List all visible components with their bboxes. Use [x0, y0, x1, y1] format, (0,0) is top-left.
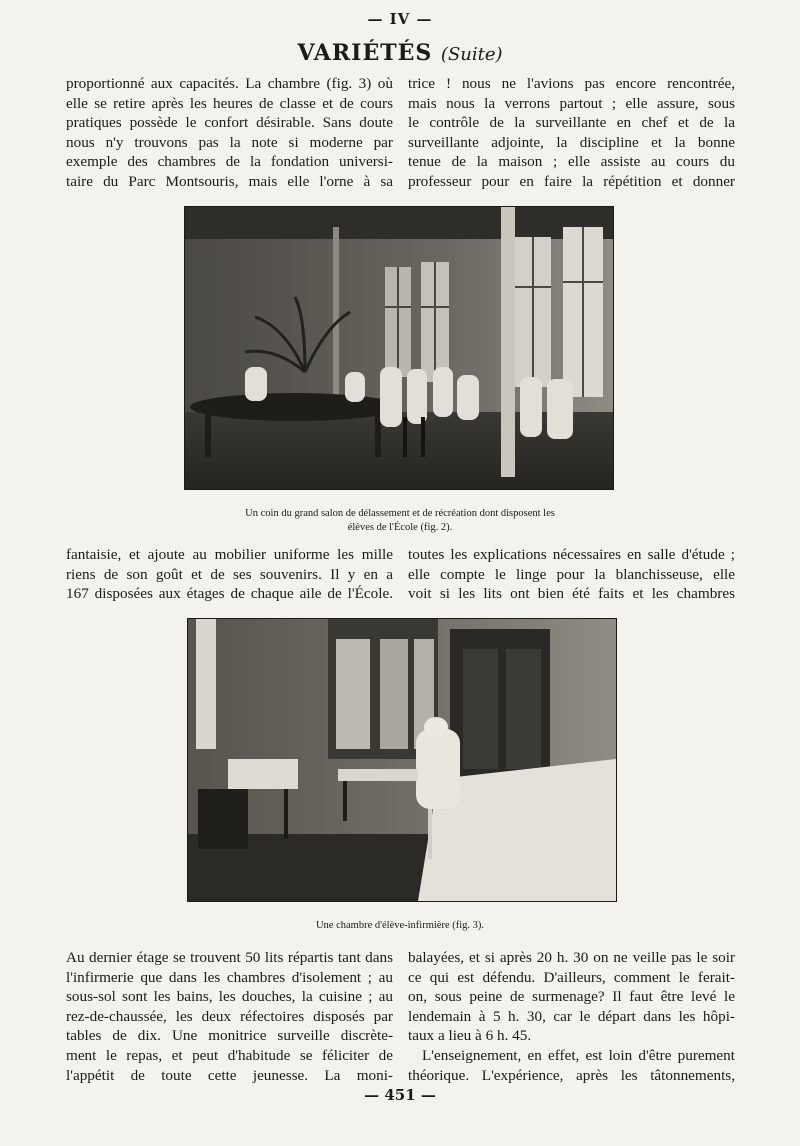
section-title-suffix: (Suite)	[440, 44, 503, 65]
text-line: théorique. L'expérience, après les tâtonnements,	[408, 1066, 735, 1084]
text-line: lendemain à 5 h. 30, car le départ dans les hôpi-	[408, 1007, 735, 1025]
block1-left-column	[66, 74, 393, 192]
text-line: nous n'y trouvons pas la note si moderne par	[66, 133, 393, 151]
text-line: tables de dix. Une monitrice surveille discrète-	[66, 1027, 393, 1045]
figure3-caption: Une chambre d'élève-infirmière (fig. 3).	[315, 920, 485, 931]
text-line: mais nous la verrons partout ; elle assure, sous	[408, 94, 735, 112]
text-line: 167 disposées aux étages de chaque aile de l'École.	[66, 585, 393, 603]
text-line: le contrôle de la surveillante en chef et de la	[408, 114, 735, 132]
text-line: pratiques possède le confort désirable. Sans doute	[66, 114, 393, 132]
text-line: elle se retire après les heures de classe et de cours	[66, 94, 393, 112]
bedroom-photo	[187, 618, 617, 902]
text-line: tenue de la maison ; elle assiste au cours du	[408, 153, 735, 171]
text-line: L'enseignement, en effet, est loin d'être purement	[422, 1046, 735, 1064]
text-line: proportionné aux capacités. La chambre (fig. 3) où	[66, 75, 393, 92]
text-line: l'infirmerie que dans les chambres d'isolement ; au	[66, 968, 393, 986]
text-line: ce qui est défendu. D'ailleurs, comment le ferait-	[408, 968, 735, 986]
text-line: balayées, et si après 20 h. 30 on ne veille pas le soir	[408, 949, 735, 966]
text-line: ment le repas, et peut d'habitude se féliciter de	[66, 1046, 393, 1064]
text-line: Au dernier étage se trouvent 50 lits répartis tant dans	[66, 949, 393, 966]
page-number: — 451 —	[364, 1086, 436, 1104]
figure2-caption-line1: Un coin du grand salon de délassement et de récréation dont disposent les	[245, 508, 555, 519]
text-line: sous-sol sont les bains, les douches, la cuisine ; au	[66, 988, 393, 1006]
text-line: taire du Parc Montsouris, mais elle l'orne à sa	[66, 172, 393, 190]
section-title-text: VARIÉTÉS	[297, 40, 433, 66]
block2-left-column	[66, 545, 393, 604]
page-roman-numeral: — IV —	[367, 10, 433, 28]
text-line: taux a lieu à 6 h. 45.	[408, 1027, 532, 1045]
figure2-caption-line2: élèves de l'École (fig. 2).	[347, 522, 453, 533]
block1-right-column	[408, 74, 735, 192]
salon-photo	[184, 206, 614, 490]
text-line: on, sous peine de surmenage? Il faut être levé le	[408, 988, 735, 1006]
text-line: trice ! nous ne l'avions pas encore rencontrée,	[408, 75, 735, 92]
block3-left-column	[66, 948, 393, 1085]
block3-right-column	[408, 948, 735, 1085]
text-line: l'appétit de toute cette jeunesse. La moni-	[66, 1066, 393, 1084]
text-line: surveillante adjointe, la discipline et la bonne	[408, 133, 735, 151]
text-line: elle compte le linge pour la blanchisseuse, elle	[408, 565, 735, 583]
figure2-caption	[180, 507, 620, 535]
text-line: riens de son goût et de ses souvenirs. Il y en a	[66, 565, 393, 583]
block2-right-column	[408, 545, 735, 604]
text-line: professeur pour en faire la répétition et donner	[408, 172, 735, 190]
section-title	[0, 40, 800, 66]
text-line: voit si les lits ont bien été faits et les chambres	[408, 585, 735, 603]
text-line: toutes les explications nécessaires en salle d'étude ;	[408, 546, 735, 563]
text-line: fantaisie, et ajoute au mobilier uniforme les mille	[66, 546, 393, 563]
text-line: rez-de-chaussée, les deux réfectoires disposés par	[66, 1007, 393, 1025]
text-line: exemple des chambres de la fondation universi-	[66, 153, 393, 171]
